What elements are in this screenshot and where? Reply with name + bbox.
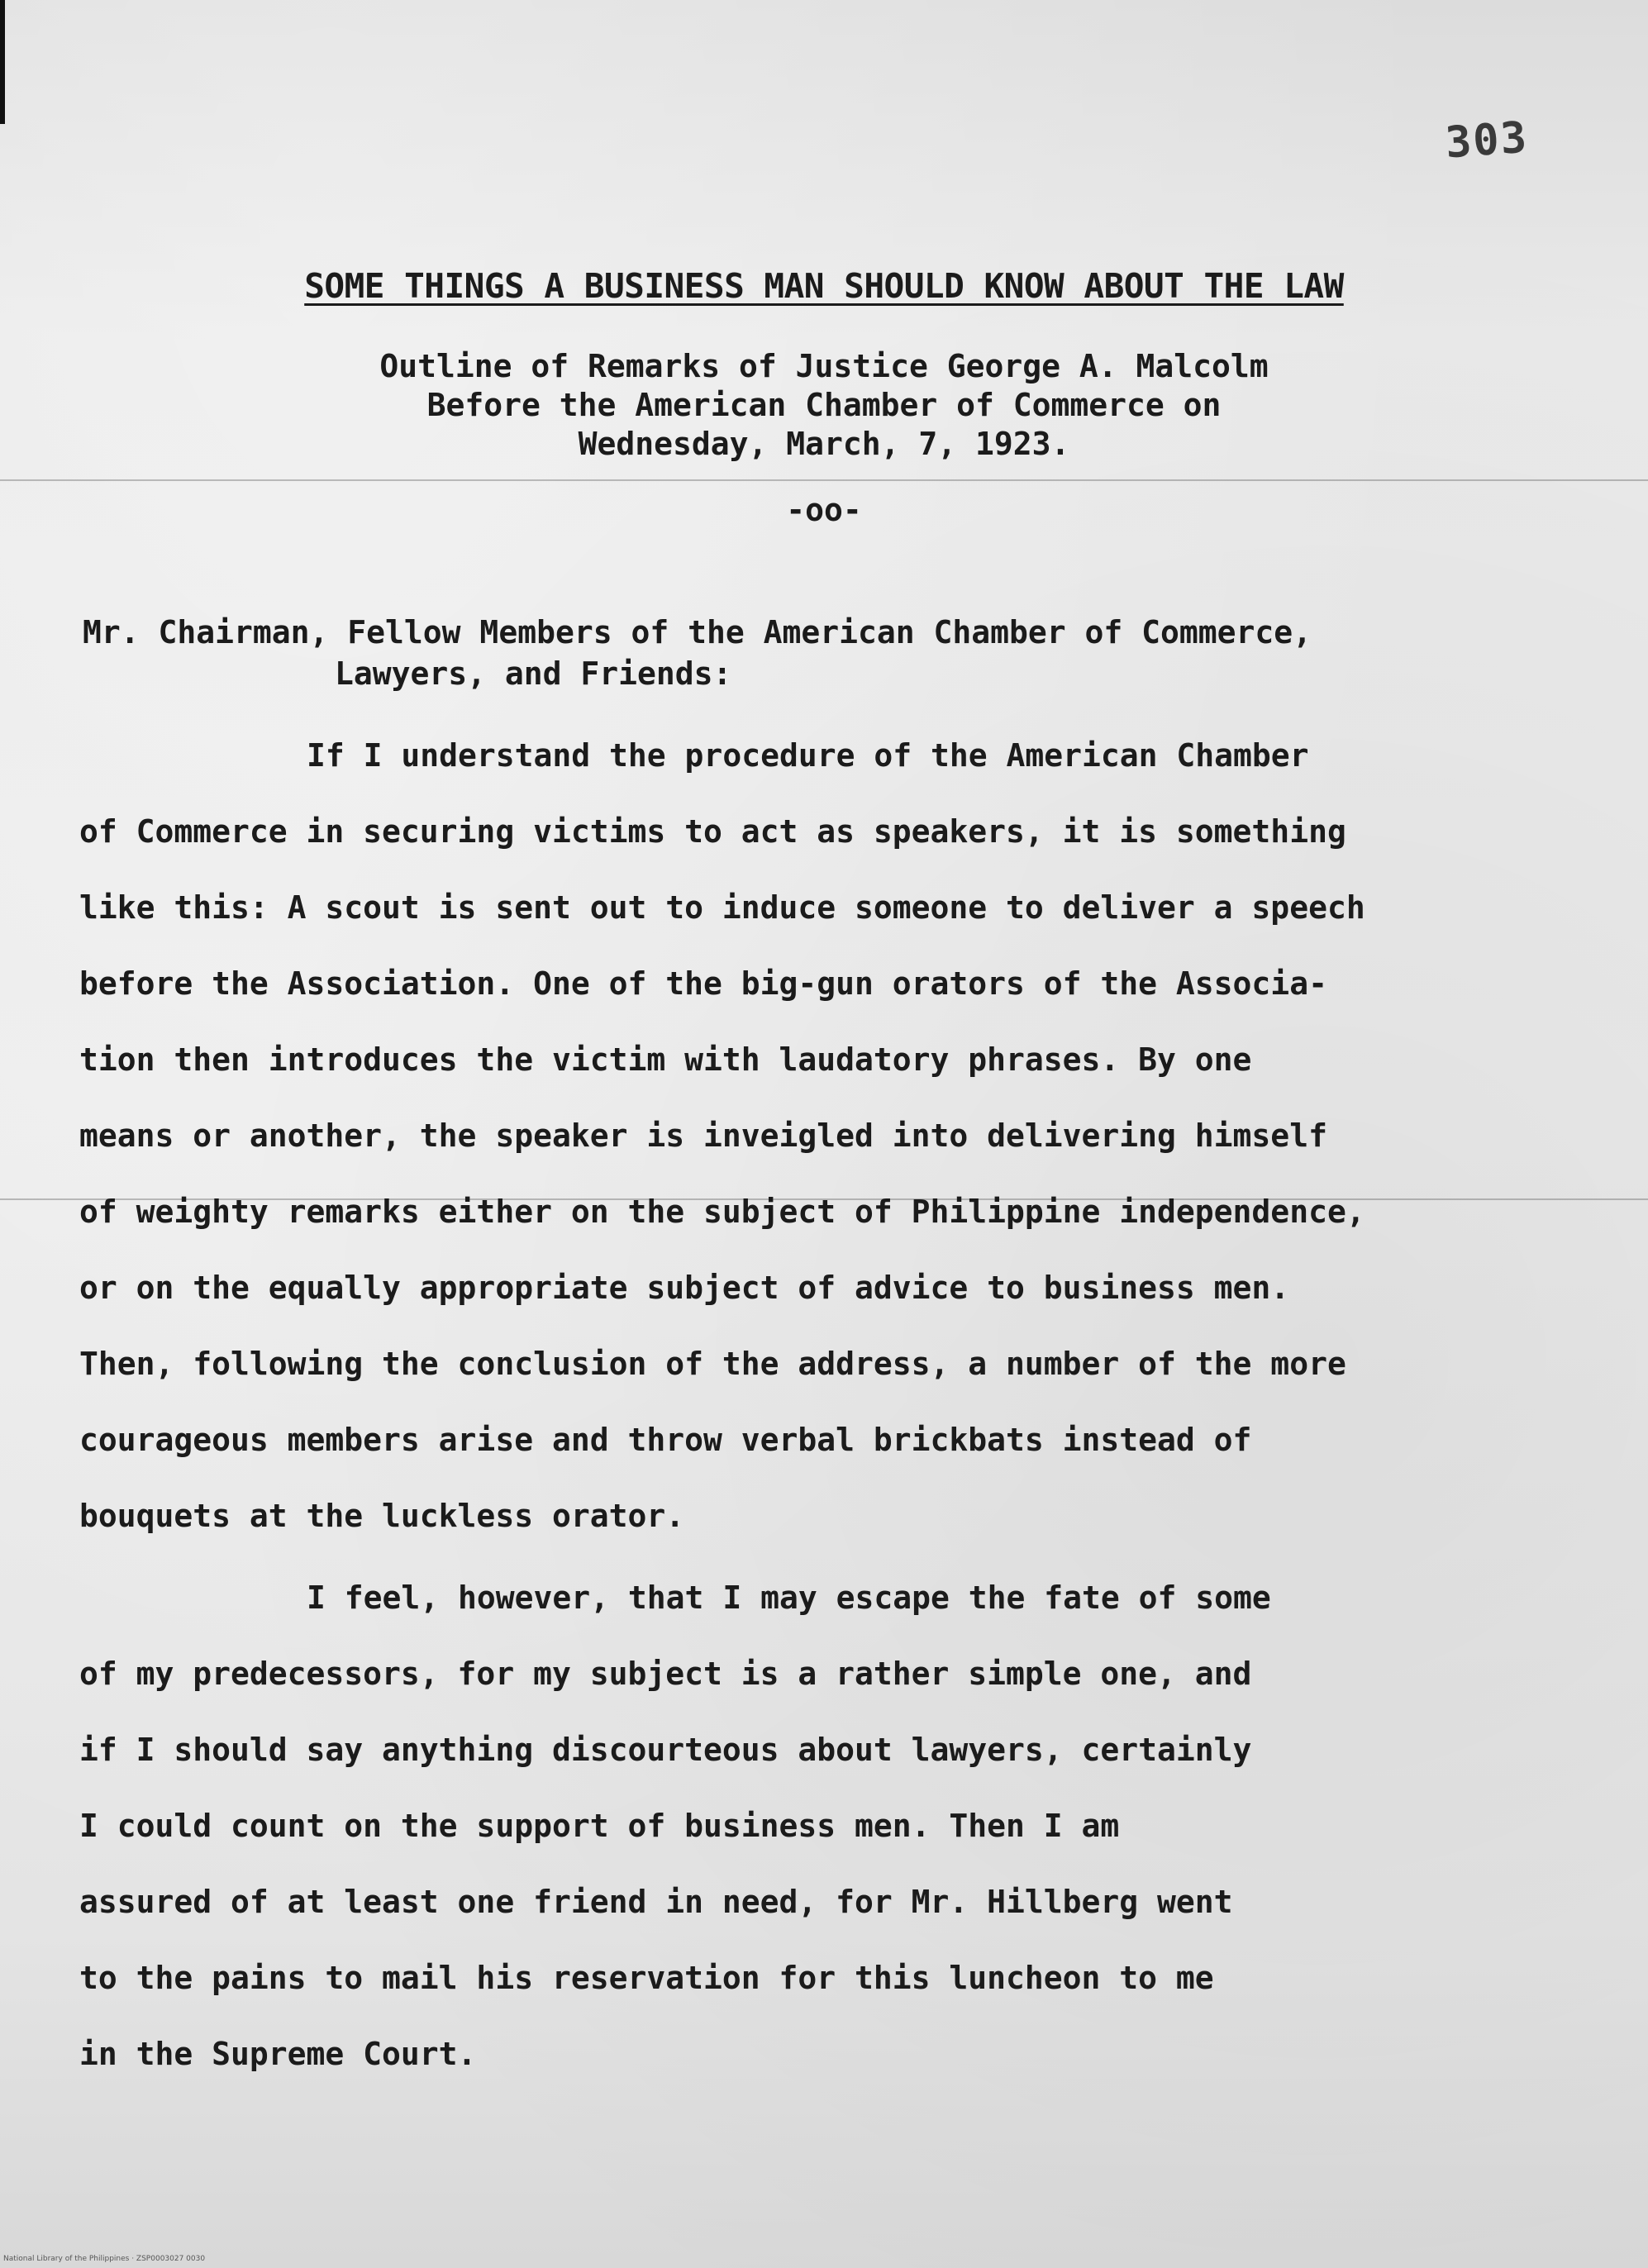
text-line: means or another, the speaker is inveigled into delivering himself <box>79 1117 1327 1154</box>
archive-footer-note: National Library of the Philippines · ZSP0003027 0030 <box>3 2255 206 2263</box>
salutation-line: Lawyers, and Friends: <box>335 655 732 692</box>
salutation <box>83 612 1312 694</box>
text-line: courageous members arise and throw verbal brickbats instead of <box>79 1422 1252 1458</box>
paragraph-1 <box>79 717 1365 1554</box>
text-line: If I understand the procedure of the American Chamber <box>307 737 1309 774</box>
text-line: in the Supreme Court. <box>79 2036 477 2072</box>
text-line: I feel, however, that I may escape the fate of some <box>307 1580 1271 1616</box>
paragraph-2 <box>79 1560 1271 2092</box>
scan-edge <box>0 0 5 124</box>
outline-line: Wednesday, March, 7, 1923. <box>578 426 1070 462</box>
salutation-line: Mr. Chairman, Fellow Members of the American Chamber of Commerce, <box>83 614 1312 650</box>
text-line: of my predecessors, for my subject is a rather simple one, and <box>79 1656 1252 1692</box>
fold-line <box>0 479 1648 481</box>
outline-block <box>0 347 1648 464</box>
text-line: I could count on the support of business men. Then I am <box>79 1808 1120 1844</box>
text-line: like this: A scout is sent out to induce someone to deliver a speech <box>79 889 1365 926</box>
document-title: SOME THINGS A BUSINESS MAN SHOULD KNOW ABOUT THE LAW <box>304 266 1344 306</box>
text-line: assured of at least one friend in need, for Mr. Hillberg went <box>79 1884 1233 1920</box>
text-line: if I should say anything discourteous about lawyers, certainly <box>79 1732 1252 1768</box>
text-line: to the pains to mail his reservation for this luncheon to me <box>79 1960 1214 1996</box>
text-line: tion then introduces the victim with laudatory phrases. By one <box>79 1041 1252 1078</box>
page-number-stamp: 303 <box>1444 112 1530 169</box>
text-line: of weighty remarks either on the subject of Philippine independence, <box>79 1194 1365 1230</box>
outline-line: Outline of Remarks of Justice George A. Malcolm <box>379 348 1269 384</box>
section-divider: -oo- <box>786 492 862 528</box>
text-line: of Commerce in securing victims to act as speakers, it is something <box>79 813 1346 850</box>
text-line: or on the equally appropriate subject of advice to business men. <box>79 1270 1290 1306</box>
text-line: before the Association. One of the big-gun orators of the Associa- <box>79 965 1327 1002</box>
text-line: bouquets at the luckless orator. <box>79 1498 685 1534</box>
outline-line: Before the American Chamber of Commerce on <box>426 387 1222 423</box>
text-line: Then, following the conclusion of the address, a number of the more <box>79 1346 1346 1382</box>
